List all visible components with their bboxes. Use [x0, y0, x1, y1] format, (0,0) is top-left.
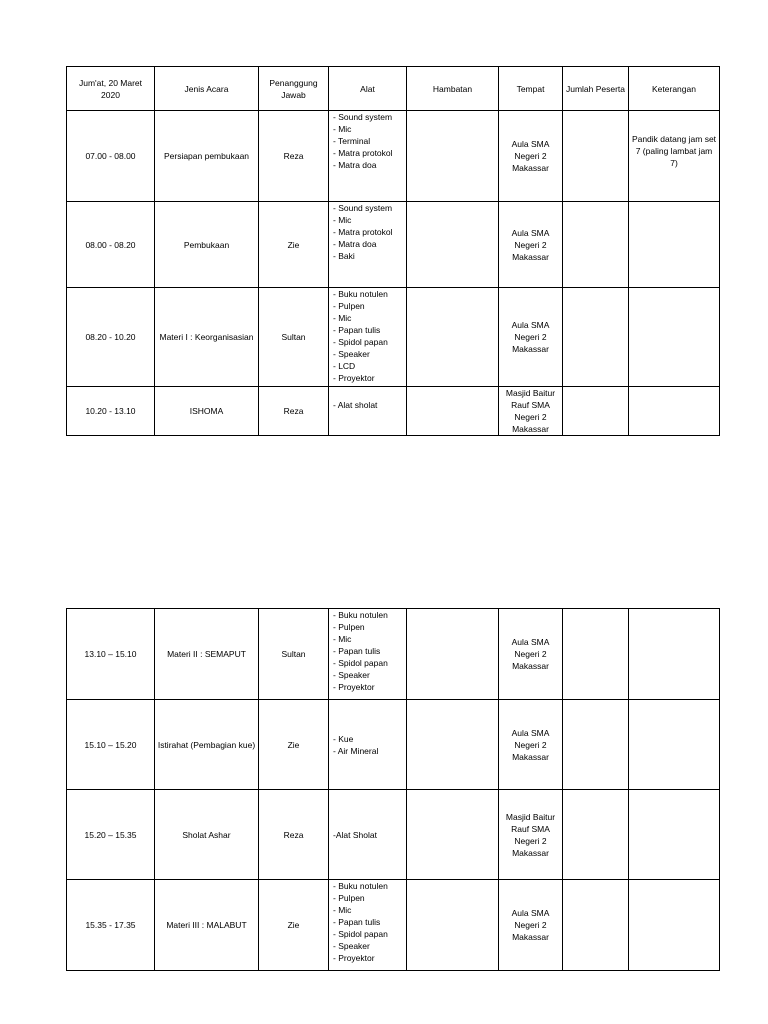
time-cell: 08.00 - 08.20 — [67, 202, 155, 288]
header-alat: Alat — [329, 67, 407, 111]
pj-cell: Reza — [259, 387, 329, 436]
jumlah-cell — [563, 202, 629, 288]
alat-list — [333, 202, 404, 262]
alat-list — [333, 288, 404, 384]
acara-cell: Materi II : SEMAPUT — [155, 609, 259, 700]
alat-item: - Mic — [333, 313, 352, 323]
alat-item: - Matra protokol — [333, 148, 393, 158]
time-cell: 13.10 – 15.10 — [67, 609, 155, 700]
acara-cell: Persiapan pembukaan — [155, 111, 259, 202]
hambatan-cell — [407, 609, 499, 700]
table-row — [67, 288, 720, 387]
time-cell: 08.20 - 10.20 — [67, 288, 155, 387]
alat-cell — [329, 288, 407, 387]
alat-item: - Baki — [333, 251, 355, 261]
alat-item: - Papan tulis — [333, 646, 381, 656]
hambatan-cell — [407, 790, 499, 880]
hambatan-cell — [407, 880, 499, 971]
alat-item: - Speaker — [333, 941, 370, 951]
table-row — [67, 387, 720, 436]
acara-cell: Pembukaan — [155, 202, 259, 288]
alat-item: - Mic — [333, 905, 352, 915]
table-row — [67, 880, 720, 971]
header-keterangan: Keterangan — [629, 67, 720, 111]
alat-item: - Mic — [333, 124, 352, 134]
table-row — [67, 609, 720, 700]
time-cell: 15.20 – 15.35 — [67, 790, 155, 880]
pj-cell: Sultan — [259, 288, 329, 387]
alat-item: - Pulpen — [333, 622, 365, 632]
hambatan-cell — [407, 111, 499, 202]
alat-item: - Kue — [333, 733, 354, 744]
alat-item: - Matra doa — [333, 160, 377, 170]
alat-cell — [329, 387, 407, 436]
tempat-cell: Masjid Baitur Rauf SMA Negeri 2 Makassar — [499, 387, 563, 436]
header-jumlah-peserta: Jumlah Peserta — [563, 67, 629, 111]
table-row — [67, 202, 720, 288]
alat-item: - LCD — [333, 361, 356, 371]
alat-item: - Matra doa — [333, 239, 377, 249]
table-row — [67, 111, 720, 202]
alat-item: - Air Mineral — [333, 745, 379, 756]
alat-list — [333, 733, 404, 757]
header-penanggung-jawab: Penanggung Jawab — [259, 67, 329, 111]
alat-item: - Alat sholat — [333, 400, 378, 410]
time-cell: 10.20 - 13.10 — [67, 387, 155, 436]
acara-cell: Istirahat (Pembagian kue) — [155, 700, 259, 790]
alat-item: - Pulpen — [333, 301, 365, 311]
alat-cell — [329, 880, 407, 971]
jumlah-cell — [563, 790, 629, 880]
alat-item: - Papan tulis — [333, 325, 381, 335]
acara-cell: Sholat Ashar — [155, 790, 259, 880]
alat-list — [333, 829, 404, 841]
alat-item: - Mic — [333, 215, 352, 225]
jumlah-cell — [563, 288, 629, 387]
jumlah-cell — [563, 111, 629, 202]
alat-item: - Sound system — [333, 203, 393, 213]
alat-list — [333, 399, 404, 411]
alat-item: - Proyektor — [333, 373, 375, 383]
acara-cell: ISHOMA — [155, 387, 259, 436]
schedule-table-1 — [66, 66, 720, 436]
header-hambatan: Hambatan — [407, 67, 499, 111]
alat-cell — [329, 790, 407, 880]
keterangan-cell — [629, 288, 720, 387]
alat-item: - Papan tulis — [333, 917, 381, 927]
tempat-cell: Aula SMA Negeri 2 Makassar — [499, 202, 563, 288]
keterangan-cell — [629, 790, 720, 880]
table-row — [67, 790, 720, 880]
tempat-cell: Aula SMA Negeri 2 Makassar — [499, 111, 563, 202]
alat-list — [333, 609, 404, 693]
alat-cell — [329, 700, 407, 790]
alat-item: - Terminal — [333, 136, 371, 146]
jumlah-cell — [563, 700, 629, 790]
alat-item: - Mic — [333, 634, 352, 644]
time-cell: 15.10 – 15.20 — [67, 700, 155, 790]
table-row — [67, 700, 720, 790]
hambatan-cell — [407, 700, 499, 790]
schedule-table-2 — [66, 608, 720, 971]
acara-cell: Materi I : Keorganisasian — [155, 288, 259, 387]
pj-cell: Reza — [259, 111, 329, 202]
header-jenis-acara: Jenis Acara — [155, 67, 259, 111]
hambatan-cell — [407, 387, 499, 436]
hambatan-cell — [407, 202, 499, 288]
pj-cell: Zie — [259, 202, 329, 288]
alat-list — [333, 111, 404, 171]
tempat-cell: Aula SMA Negeri 2 Makassar — [499, 288, 563, 387]
tempat-cell: Aula SMA Negeri 2 Makassar — [499, 700, 563, 790]
alat-item: - Pulpen — [333, 893, 365, 903]
alat-item: -Alat Sholat — [333, 829, 377, 840]
keterangan-cell — [629, 387, 720, 436]
alat-item: - Speaker — [333, 349, 370, 359]
alat-item: - Buku notulen — [333, 289, 388, 299]
alat-item: - Proyektor — [333, 682, 375, 692]
acara-cell: Materi III : MALABUT — [155, 880, 259, 971]
jumlah-cell — [563, 609, 629, 700]
pj-cell: Zie — [259, 880, 329, 971]
tempat-cell: Aula SMA Negeri 2 Makassar — [499, 880, 563, 971]
tempat-cell: Masjid Baitur Rauf SMA Negeri 2 Makassar — [499, 790, 563, 880]
alat-item: - Speaker — [333, 670, 370, 680]
alat-item: - Proyektor — [333, 953, 375, 963]
keterangan-cell — [629, 880, 720, 971]
header-date: Jum'at, 20 Maret 2020 — [67, 67, 155, 111]
header-row — [67, 67, 720, 111]
alat-item: - Spidol papan — [333, 658, 388, 668]
pj-cell: Reza — [259, 790, 329, 880]
keterangan-cell — [629, 202, 720, 288]
alat-cell — [329, 111, 407, 202]
time-cell: 15.35 - 17.35 — [67, 880, 155, 971]
hambatan-cell — [407, 288, 499, 387]
keterangan-cell — [629, 609, 720, 700]
jumlah-cell — [563, 387, 629, 436]
jumlah-cell — [563, 880, 629, 971]
alat-list — [333, 880, 404, 964]
time-cell: 07.00 - 08.00 — [67, 111, 155, 202]
alat-cell — [329, 609, 407, 700]
alat-item: - Sound system — [333, 112, 393, 122]
alat-item: - Matra protokol — [333, 227, 393, 237]
keterangan-cell — [629, 700, 720, 790]
tempat-cell: Aula SMA Negeri 2 Makassar — [499, 609, 563, 700]
alat-cell — [329, 202, 407, 288]
pj-cell: Zie — [259, 700, 329, 790]
alat-item: - Spidol papan — [333, 929, 388, 939]
alat-item: - Spidol papan — [333, 337, 388, 347]
header-tempat: Tempat — [499, 67, 563, 111]
keterangan-cell: Pandik datang jam set 7 (paling lambat jam 7) — [629, 111, 720, 202]
alat-item: - Buku notulen — [333, 881, 388, 891]
alat-item: - Buku notulen — [333, 610, 388, 620]
pj-cell: Sultan — [259, 609, 329, 700]
